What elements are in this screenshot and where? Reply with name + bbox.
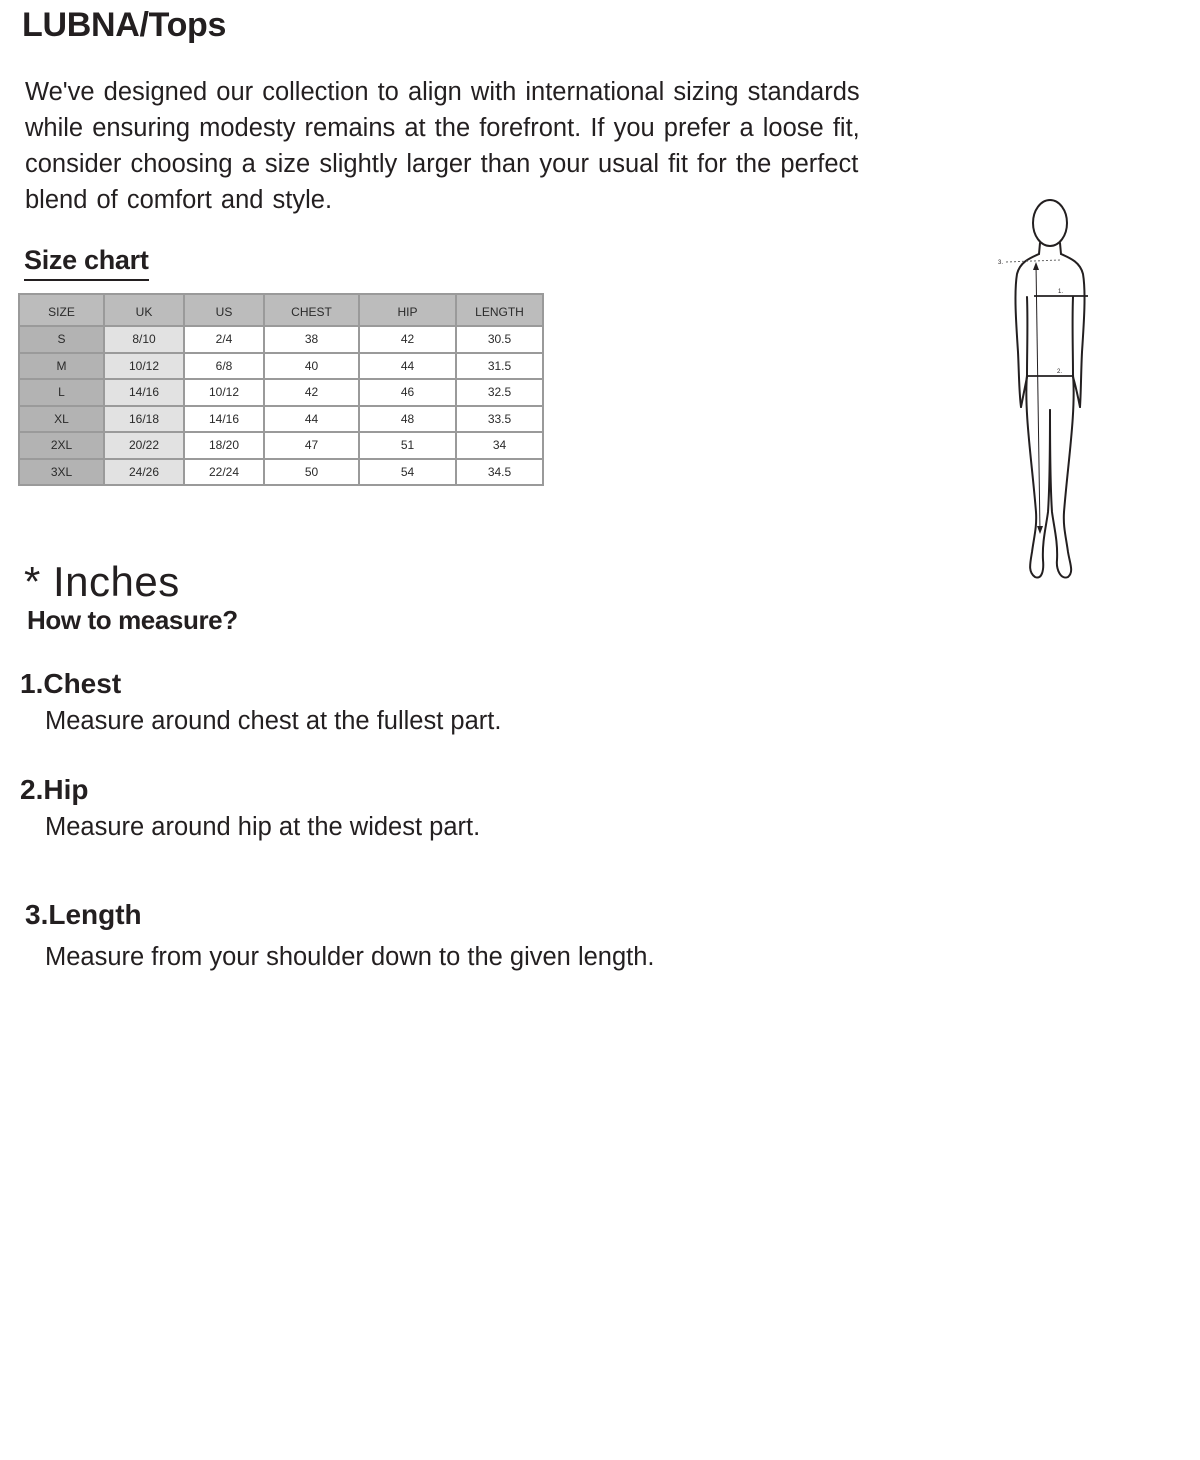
size-chart-table — [18, 293, 544, 486]
unit-note: * Inches — [24, 558, 180, 605]
intro-paragraph — [25, 74, 905, 218]
measure-chest-description: Measure around chest at the fullest part. — [45, 707, 502, 735]
figure-label-length: 3. — [998, 260, 1004, 266]
cell-chest: 42 — [264, 379, 359, 406]
size-chart-heading: Size chart — [24, 245, 149, 281]
cell-us: 22/24 — [184, 459, 264, 486]
cell-length: 30.5 — [456, 326, 543, 353]
table-row — [19, 353, 543, 380]
column-header-length: LENGTH — [456, 294, 543, 326]
cell-length: 31.5 — [456, 353, 543, 380]
cell-uk: 24/26 — [104, 459, 184, 486]
measure-length-description: Measure from your shoulder down to the given length. — [45, 943, 655, 971]
cell-length: 34 — [456, 432, 543, 459]
table-row — [19, 326, 543, 353]
column-header-size: SIZE — [19, 294, 104, 326]
cell-chest: 38 — [264, 326, 359, 353]
cell-us: 10/12 — [184, 379, 264, 406]
cell-uk: 8/10 — [104, 326, 184, 353]
cell-hip: 48 — [359, 406, 456, 433]
cell-us: 6/8 — [184, 353, 264, 380]
intro-line: We've designed our collection to align with international sizing standards — [25, 78, 860, 106]
table-row — [19, 432, 543, 459]
cell-hip: 54 — [359, 459, 456, 486]
cell-size: S — [19, 326, 104, 353]
cell-length: 32.5 — [456, 379, 543, 406]
figure-torso-sides — [1027, 297, 1073, 375]
cell-size: XL — [19, 406, 104, 433]
cell-uk: 10/12 — [104, 353, 184, 380]
cell-size: L — [19, 379, 104, 406]
cell-size: 2XL — [19, 432, 104, 459]
cell-hip: 42 — [359, 326, 456, 353]
cell-chest: 50 — [264, 459, 359, 486]
column-header-hip: HIP — [359, 294, 456, 326]
cell-hip: 51 — [359, 432, 456, 459]
figure-hands — [1021, 377, 1080, 407]
cell-uk: 20/22 — [104, 432, 184, 459]
measure-length-title: 3.Length — [25, 899, 142, 930]
cell-hip: 46 — [359, 379, 456, 406]
figure-head — [1033, 200, 1067, 246]
column-header-uk: UK — [104, 294, 184, 326]
figure-label-chest: 1. — [1058, 289, 1064, 295]
table-row — [19, 459, 543, 486]
cell-size: 3XL — [19, 459, 104, 486]
cell-uk: 16/18 — [104, 406, 184, 433]
shoulder-dashed-line — [1006, 260, 1060, 262]
column-header-us: US — [184, 294, 264, 326]
measure-hip-description: Measure around hip at the widest part. — [45, 813, 481, 841]
intro-line: while ensuring modesty remains at the forefront. If you prefer a loose fit, — [25, 114, 860, 142]
body-figure-svg — [990, 192, 1120, 587]
cell-us: 18/20 — [184, 432, 264, 459]
table-row — [19, 379, 543, 406]
cell-hip: 44 — [359, 353, 456, 380]
cell-chest: 44 — [264, 406, 359, 433]
cell-length: 33.5 — [456, 406, 543, 433]
cell-chest: 40 — [264, 353, 359, 380]
how-to-measure-heading: How to measure? — [27, 605, 238, 635]
measure-chest-title: 1.Chest — [20, 668, 122, 699]
length-line — [1036, 264, 1040, 532]
cell-us: 14/16 — [184, 406, 264, 433]
body-measurement-figure-icon — [990, 192, 1120, 587]
intro-line: consider choosing a size slightly larger than your usual fit for the perfect — [25, 150, 859, 178]
column-header-chest: CHEST — [264, 294, 359, 326]
figure-label-hip: 2. — [1057, 369, 1063, 375]
table-row — [19, 406, 543, 433]
cell-us: 2/4 — [184, 326, 264, 353]
cell-size: M — [19, 353, 104, 380]
table-header-row — [19, 294, 543, 326]
cell-uk: 14/16 — [104, 379, 184, 406]
measure-hip-title: 2.Hip — [20, 774, 89, 805]
cell-chest: 47 — [264, 432, 359, 459]
figure-right-leg — [1050, 375, 1074, 578]
cell-length: 34.5 — [456, 459, 543, 486]
intro-line: blend of comfort and style. — [25, 186, 333, 214]
page-title: LUBNA/Tops — [22, 6, 227, 44]
